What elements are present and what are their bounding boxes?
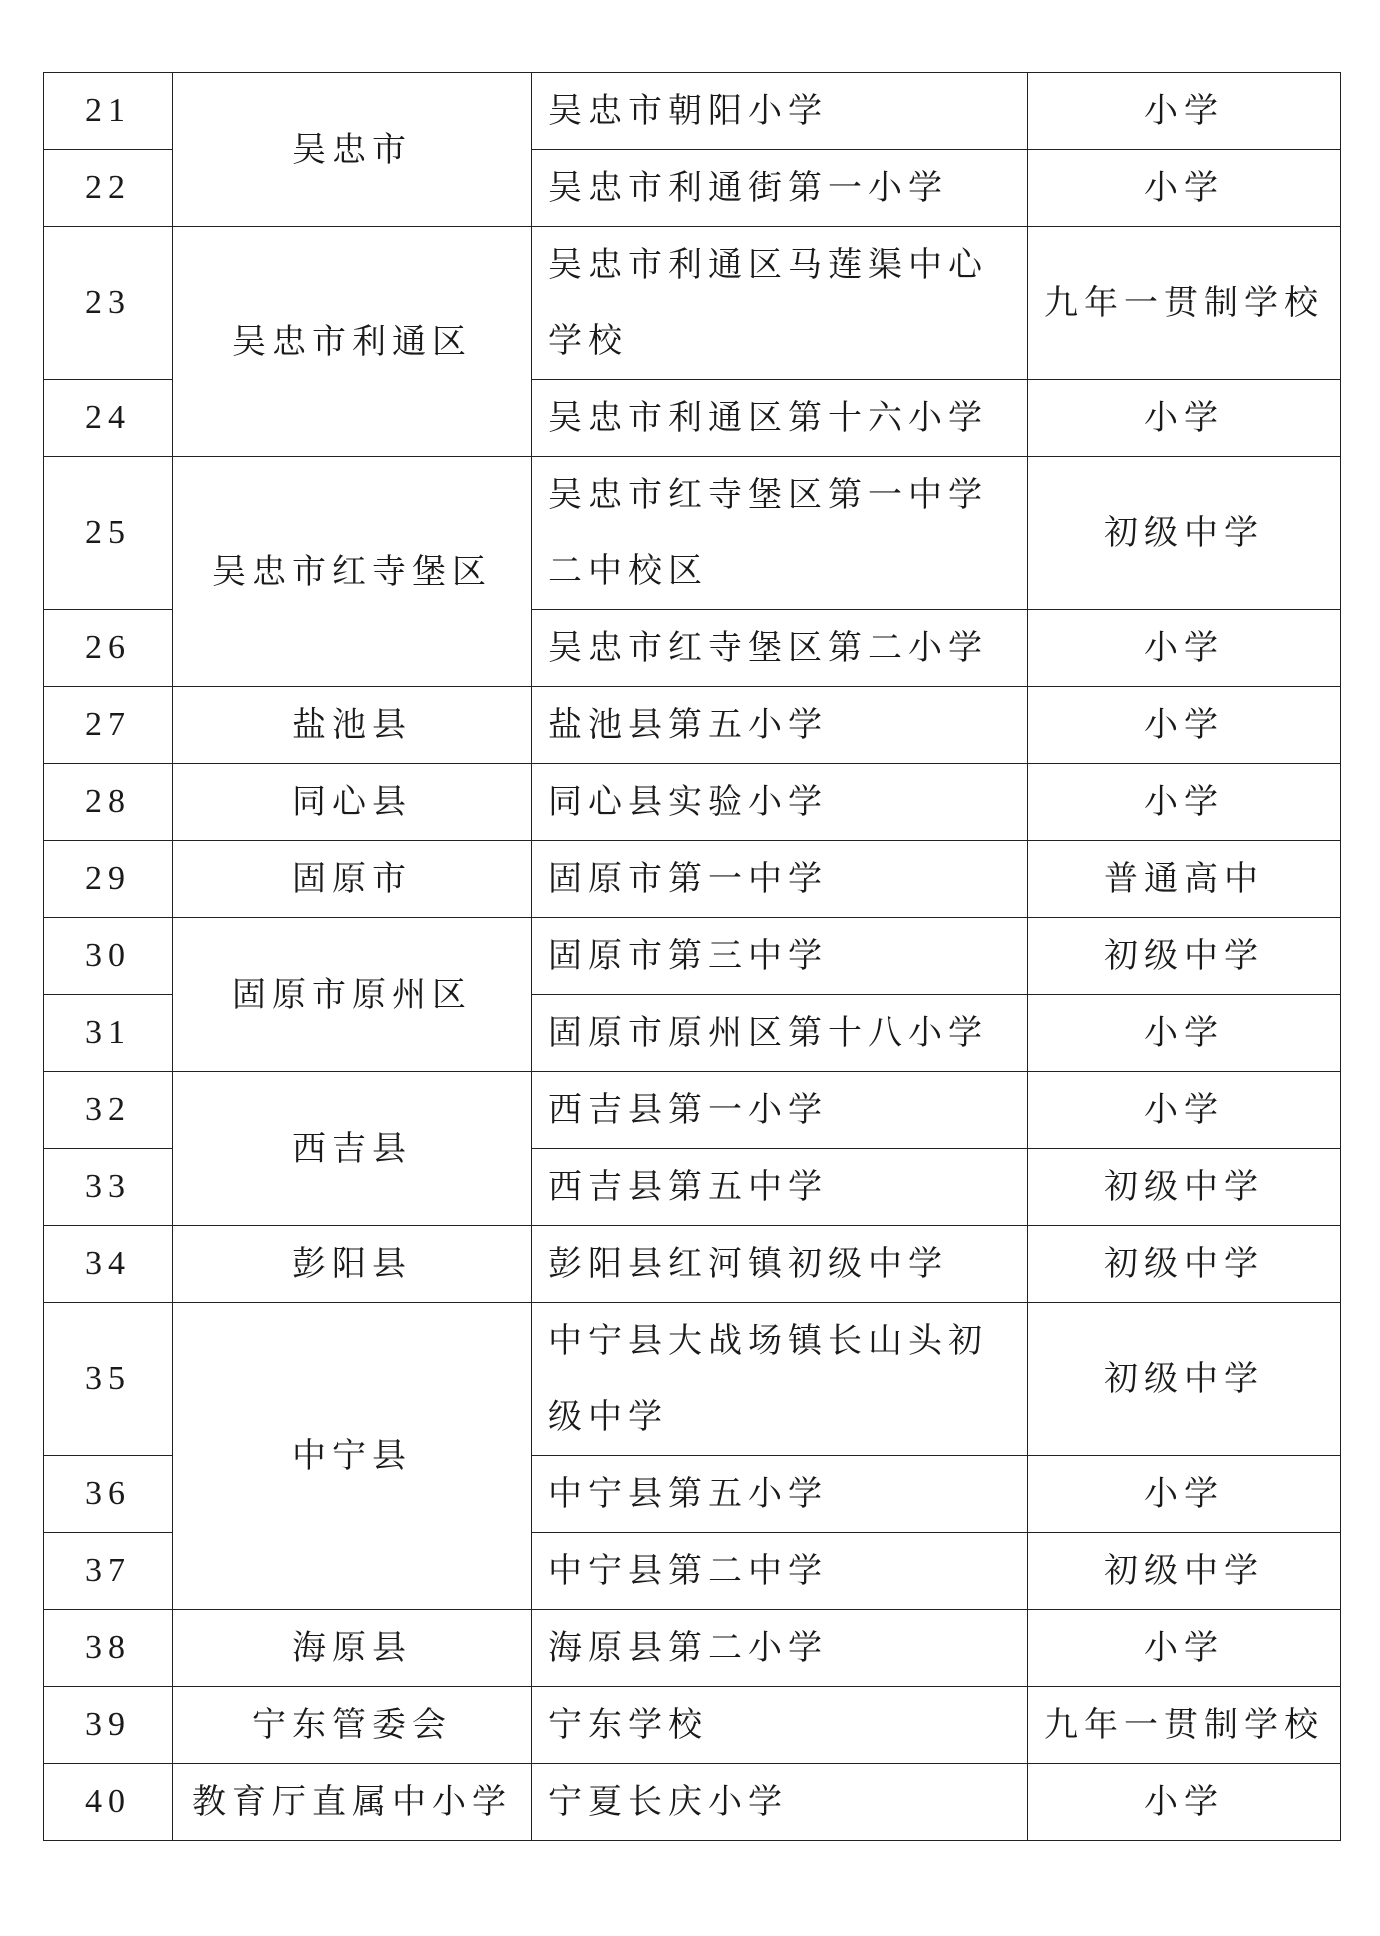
table-row: [44, 1072, 1341, 1149]
row-number-cell: 25: [44, 457, 173, 610]
school-type-cell: 小学: [1028, 1072, 1341, 1149]
row-number-cell: 34: [44, 1226, 173, 1303]
school-name-cell: 吴忠市利通区马莲渠中心学校: [532, 227, 1028, 380]
school-name-cell: 中宁县第二中学: [532, 1533, 1028, 1610]
school-name-cell: 吴忠市红寺堡区第一中学二中校区: [532, 457, 1028, 610]
row-number-cell: 24: [44, 380, 173, 457]
school-name-cell: 西吉县第一小学: [532, 1072, 1028, 1149]
school-type-cell: 九年一贯制学校: [1028, 227, 1341, 380]
region-cell: 西吉县: [173, 1072, 532, 1226]
region-cell: 中宁县: [173, 1303, 532, 1610]
school-type-cell: 九年一贯制学校: [1028, 1687, 1341, 1764]
school-type-cell: 初级中学: [1028, 918, 1341, 995]
region-cell: 海原县: [173, 1610, 532, 1687]
row-number-cell: 26: [44, 610, 173, 687]
school-type-cell: 小学: [1028, 1610, 1341, 1687]
school-name-cell: 固原市第一中学: [532, 841, 1028, 918]
region-cell: 固原市原州区: [173, 918, 532, 1072]
region-cell: 同心县: [173, 764, 532, 841]
table-row: [44, 1226, 1341, 1303]
school-name-cell: 中宁县大战场镇长山头初级中学: [532, 1303, 1028, 1456]
region-cell: 彭阳县: [173, 1226, 532, 1303]
row-number-cell: 21: [44, 73, 173, 150]
row-number-cell: 39: [44, 1687, 173, 1764]
school-type-cell: 初级中学: [1028, 457, 1341, 610]
school-list-table: [43, 72, 1341, 1841]
table-row: [44, 687, 1341, 764]
school-name-cell: 吴忠市红寺堡区第二小学: [532, 610, 1028, 687]
row-number-cell: 36: [44, 1456, 173, 1533]
table-row: [44, 227, 1341, 380]
table-row: [44, 73, 1341, 150]
school-type-cell: 初级中学: [1028, 1533, 1341, 1610]
school-name-cell: 同心县实验小学: [532, 764, 1028, 841]
row-number-cell: 28: [44, 764, 173, 841]
region-cell: 盐池县: [173, 687, 532, 764]
school-name-cell: 海原县第二小学: [532, 1610, 1028, 1687]
row-number-cell: 29: [44, 841, 173, 918]
table-row: [44, 764, 1341, 841]
school-name-cell: 吴忠市朝阳小学: [532, 73, 1028, 150]
school-name-cell: 吴忠市利通区第十六小学: [532, 380, 1028, 457]
table-row: [44, 1610, 1341, 1687]
region-cell: 吴忠市红寺堡区: [173, 457, 532, 687]
school-name-cell: 固原市第三中学: [532, 918, 1028, 995]
school-type-cell: 小学: [1028, 380, 1341, 457]
region-cell: 吴忠市利通区: [173, 227, 532, 457]
school-type-cell: 小学: [1028, 687, 1341, 764]
row-number-cell: 23: [44, 227, 173, 380]
school-name-cell: 中宁县第五小学: [532, 1456, 1028, 1533]
region-cell: 宁东管委会: [173, 1687, 532, 1764]
school-type-cell: 小学: [1028, 1764, 1341, 1841]
school-name-cell: 宁东学校: [532, 1687, 1028, 1764]
table-row: [44, 918, 1341, 995]
table-row: [44, 841, 1341, 918]
row-number-cell: 35: [44, 1303, 173, 1456]
row-number-cell: 30: [44, 918, 173, 995]
school-type-cell: 小学: [1028, 73, 1341, 150]
region-cell: 吴忠市: [173, 73, 532, 227]
school-name-cell: 彭阳县红河镇初级中学: [532, 1226, 1028, 1303]
school-type-cell: 小学: [1028, 1456, 1341, 1533]
row-number-cell: 27: [44, 687, 173, 764]
row-number-cell: 33: [44, 1149, 173, 1226]
school-type-cell: 初级中学: [1028, 1149, 1341, 1226]
school-name-cell: 宁夏长庆小学: [532, 1764, 1028, 1841]
table-row: [44, 457, 1341, 610]
school-type-cell: 初级中学: [1028, 1226, 1341, 1303]
school-name-cell: 固原市原州区第十八小学: [532, 995, 1028, 1072]
table-row: [44, 1303, 1341, 1456]
row-number-cell: 22: [44, 150, 173, 227]
school-type-cell: 小学: [1028, 764, 1341, 841]
row-number-cell: 38: [44, 1610, 173, 1687]
school-type-cell: 普通高中: [1028, 841, 1341, 918]
table-row: [44, 1764, 1341, 1841]
region-cell: 教育厅直属中小学: [173, 1764, 532, 1841]
school-type-cell: 小学: [1028, 610, 1341, 687]
school-type-cell: 小学: [1028, 995, 1341, 1072]
table-row: [44, 1687, 1341, 1764]
row-number-cell: 32: [44, 1072, 173, 1149]
school-name-cell: 吴忠市利通街第一小学: [532, 150, 1028, 227]
region-cell: 固原市: [173, 841, 532, 918]
school-type-cell: 初级中学: [1028, 1303, 1341, 1456]
school-type-cell: 小学: [1028, 150, 1341, 227]
row-number-cell: 31: [44, 995, 173, 1072]
row-number-cell: 40: [44, 1764, 173, 1841]
table-body: [44, 73, 1341, 1841]
school-name-cell: 西吉县第五中学: [532, 1149, 1028, 1226]
row-number-cell: 37: [44, 1533, 173, 1610]
school-name-cell: 盐池县第五小学: [532, 687, 1028, 764]
